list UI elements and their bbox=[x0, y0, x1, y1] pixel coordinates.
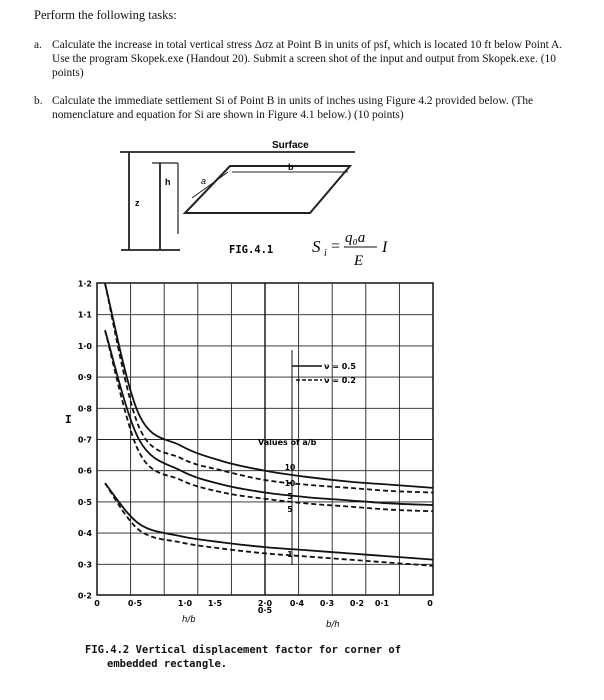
task-a-text: Calculate the increase in total vertical stress Δσz at Point B in units of psf, which is located 10 ft below Point A. Use the program Skopek.exe (Handout 20). Submit a screen shot of the input and output from Skopek.exe. (10 points) bbox=[52, 39, 563, 79]
curve-label: 10 bbox=[284, 479, 296, 488]
y-tick-label: 1·2 bbox=[77, 279, 92, 289]
curve-label: 5 bbox=[287, 492, 293, 501]
dim-z-label: z bbox=[135, 198, 140, 208]
curve-label: 10 bbox=[284, 463, 296, 472]
dim-h-label: h bbox=[165, 177, 171, 187]
y-tick-label: 0·3 bbox=[77, 560, 92, 570]
x-tick-labels bbox=[94, 599, 433, 615]
task-b-text: Calculate the immediate settlement Si of Point B in units of inches using Figure 4.2 provided below. (The nomenclature and equation for Si are shown in Figure 4.1 below.) (10 points) bbox=[52, 95, 534, 121]
caption-line-2: embedded rectangle. bbox=[107, 658, 228, 670]
series-curve-4 bbox=[105, 483, 433, 559]
x-tick-label-left: 1·0 bbox=[177, 599, 193, 608]
caption-line-1: FIG.4.2 Vertical displacement factor for corner of bbox=[85, 644, 402, 656]
x-axis-label-left: h/b bbox=[182, 615, 196, 625]
x-tick-label-right: 0·4 bbox=[289, 599, 305, 608]
dim-a-label: a bbox=[201, 176, 207, 186]
x-tick-label-left: 2·0 bbox=[257, 599, 273, 608]
fig-4-1-diagram bbox=[120, 152, 355, 250]
eq-equals: = bbox=[331, 238, 341, 255]
x-axis-label-right: b/h bbox=[326, 620, 340, 630]
x-tick-label-right: 0·1 bbox=[374, 599, 390, 608]
curve-labels bbox=[285, 463, 295, 559]
curve-label: 5 bbox=[287, 505, 293, 514]
y-tick-label: 0·7 bbox=[77, 435, 92, 445]
y-tick-label: 0·9 bbox=[77, 373, 92, 383]
series-curve-5 bbox=[105, 483, 433, 566]
y-tick-label: 1·0 bbox=[77, 341, 92, 351]
y-tick-label: 0·5 bbox=[77, 497, 92, 507]
eq-lhs: S bbox=[312, 237, 321, 256]
settlement-equation bbox=[312, 230, 388, 269]
task-a-letter: a. bbox=[34, 39, 42, 51]
page-heading: Perform the following tasks: bbox=[34, 8, 177, 22]
series-curve-2 bbox=[105, 330, 433, 505]
y-tick-labels bbox=[78, 280, 93, 601]
task-b-letter: b. bbox=[34, 95, 43, 107]
x-tick-label-left: 0 bbox=[94, 599, 100, 608]
curve-label: 1 bbox=[287, 550, 293, 559]
x-tick-label-left: 1·5 bbox=[207, 599, 223, 608]
legend-solid-label: ν = 0.5 bbox=[324, 362, 356, 371]
y-tick-label: 0·8 bbox=[77, 404, 92, 414]
dim-b-label: b bbox=[288, 162, 294, 172]
y-tick-label: 0·2 bbox=[77, 591, 92, 601]
eq-numerator: q₀a bbox=[345, 230, 366, 246]
a-dimension-line bbox=[192, 172, 228, 198]
eq-lhs-sub: i bbox=[324, 248, 327, 259]
y-tick-label: 1·1 bbox=[77, 310, 92, 320]
chart-legend bbox=[292, 362, 356, 385]
fig-4-1-label: FIG.4.1 bbox=[229, 244, 274, 256]
x-tick-label-right: 0·2 bbox=[349, 599, 365, 608]
fig-4-2-caption bbox=[85, 643, 485, 671]
y-tick-label: 0·4 bbox=[77, 529, 92, 539]
fig-4-2-chart bbox=[78, 280, 433, 616]
eq-factor: I bbox=[382, 239, 388, 256]
y-tick-label: 0·6 bbox=[77, 466, 92, 476]
legend-dashed-label: ν = 0.2 bbox=[324, 376, 356, 385]
eq-denominator: E bbox=[354, 253, 364, 269]
x-tick-label-right: 0·5 bbox=[257, 606, 273, 615]
values-of-label: Values of a/b bbox=[258, 438, 317, 447]
x-tick-label-left: 0·5 bbox=[127, 599, 143, 608]
loaded-rectangle bbox=[185, 166, 350, 213]
y-axis-label: I bbox=[65, 413, 72, 426]
chart-series bbox=[105, 284, 433, 566]
x-tick-label-right: 0 bbox=[427, 599, 433, 608]
surface-label: Surface bbox=[272, 140, 309, 151]
x-tick-label-right: 0·3 bbox=[319, 599, 335, 608]
